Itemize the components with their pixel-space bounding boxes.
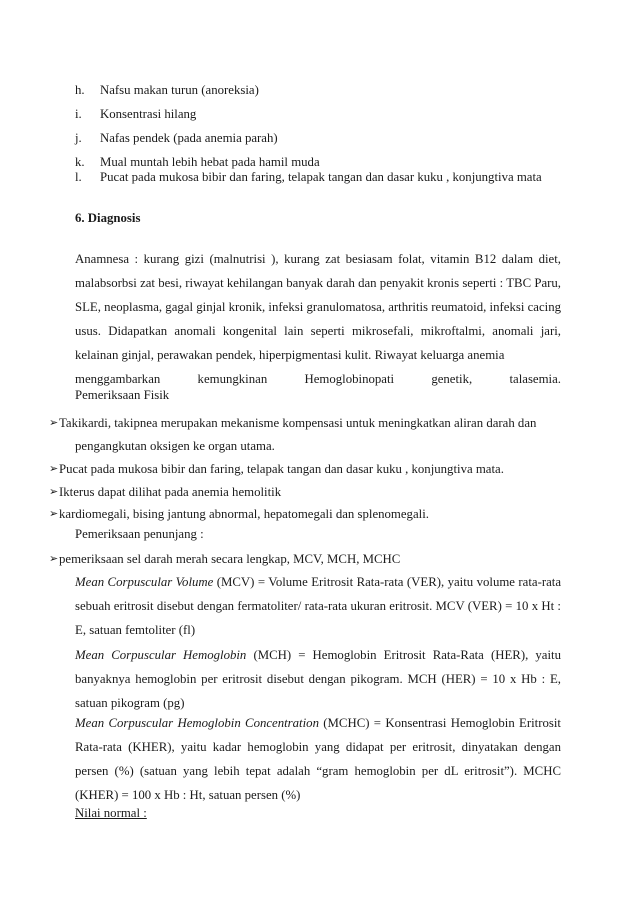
mch-term: Mean Corpuscular Hemoglobin (75, 648, 247, 662)
pemeriksaan-penunjang-label: Pemeriksaan penunjang : (75, 527, 204, 541)
list-text: Konsentrasi hilang (100, 107, 197, 121)
fisik-bullet (49, 503, 559, 526)
list-text: Mual muntah lebih hebat pada hamil muda (100, 155, 320, 169)
list-marker: k. (75, 155, 85, 169)
pemeriksaan-fisik-label: Pemeriksaan Fisik (75, 388, 170, 402)
list-marker: j. (75, 131, 82, 145)
mchc-definition (75, 712, 561, 808)
list-text: Pucat pada mukosa bibir dan faring, telapak tangan dan dasar kuku , konjungtiva mata (100, 170, 542, 184)
list-marker: i. (75, 107, 82, 121)
bullet-text: Pucat pada mukosa bibir dan faring, telapak tangan dan dasar kuku , konjungtiva mata. (59, 462, 504, 476)
bullet-text: Ikterus dapat dilihat pada anemia hemolitik (59, 485, 282, 499)
list-text: Nafsu makan turun (anoreksia) (100, 83, 259, 97)
anamnesa-paragraph (75, 248, 561, 391)
mcv-text: (MCV) = Volume Eritrosit Rata-rata (VER), yaitu volume rata-rata sebuah eritrosit disebut dengan fermatoliter/ rata-rata ukuran eritrosit. MCV (VER) = 10 x Ht : E, satuan femtoliter (fl) (75, 575, 562, 637)
anamnesa-body: Anamnesa : kurang gizi (malnutrisi ), kurang zat besiasam folat, vitamin B12 dalam diet, malabsorbsi zat besi, riwayat kehilangan banyak darah dan penyakit kronis seperti : TBC Paru, SLE, neoplasma, gagal ginjal kronik, infeksi granulomatosa, arthritis reumatoid, infeksi cacing usus. Didapatkan anomali kongenital lain seperti mikrosefali, mikroftalmi, anomali jari, kelainan ginjal, perawakan pendek, hiperpigmentasi kulit. Riwayat keluarga anemia (75, 252, 561, 362)
bullet-text: kardiomegali, bising jantung abnormal, hepatomegali dan splenomegali. (59, 507, 429, 521)
fisik-bullet (49, 458, 559, 481)
list-marker: h. (75, 83, 85, 97)
arrow-bullet-icon: ➢ (49, 507, 59, 520)
arrow-bullet-icon: ➢ (49, 462, 59, 475)
bullet-continuation: pengangkutan oksigen ke organ utama. (75, 438, 275, 453)
arrow-bullet-icon: ➢ (49, 552, 59, 565)
bullet-text: Takikardi, takipnea merupakan mekanisme kompensasi untuk meningkatkan aliran darah dan (59, 416, 537, 430)
fisik-bullet (49, 412, 559, 457)
mcv-definition (75, 571, 561, 643)
bullet-text: pemeriksaan sel darah merah secara lengkap, MCV, MCH, MCHC (59, 552, 401, 566)
mch-definition (75, 644, 561, 716)
list-marker: l. (75, 170, 82, 184)
anamnesa-last-line: menggambarkan kemungkinan Hemoglobinopati genetik, talasemia. (75, 371, 561, 386)
fisik-bullet (49, 481, 559, 504)
mcv-term: Mean Corpuscular Volume (75, 575, 214, 589)
list-text: Nafas pendek (pada anemia parah) (100, 131, 278, 145)
penunjang-bullet (49, 548, 559, 571)
mch-text: (MCH) = Hemoglobin Eritrosit Rata-Rata (HER), yaitu banyaknya hemoglobin per eritrosit disebut dengan pikogram. MCH (HER) = 10 x Hb : E, satuan pikogram (pg) (75, 648, 561, 710)
mchc-text: (MCHC) = Konsentrasi Hemoglobin Eritrosit Rata-rata (KHER), yaitu kadar hemoglobin yang didapat per eritrosit, dinyatakan dengan persen (%) (satuan yang lebih tepat adalah “gram hemoglobin per dL eritrosit”). MCHC (KHER) = 100 x Hb : Ht, satuan persen (%) (75, 716, 561, 802)
nilai-normal-label: Nilai normal : (75, 806, 147, 820)
arrow-bullet-icon: ➢ (49, 485, 59, 498)
section-heading-diagnosis: 6. Diagnosis (75, 211, 141, 225)
arrow-bullet-icon: ➢ (49, 416, 59, 429)
mchc-term: Mean Corpuscular Hemoglobin Concentration (75, 716, 319, 730)
